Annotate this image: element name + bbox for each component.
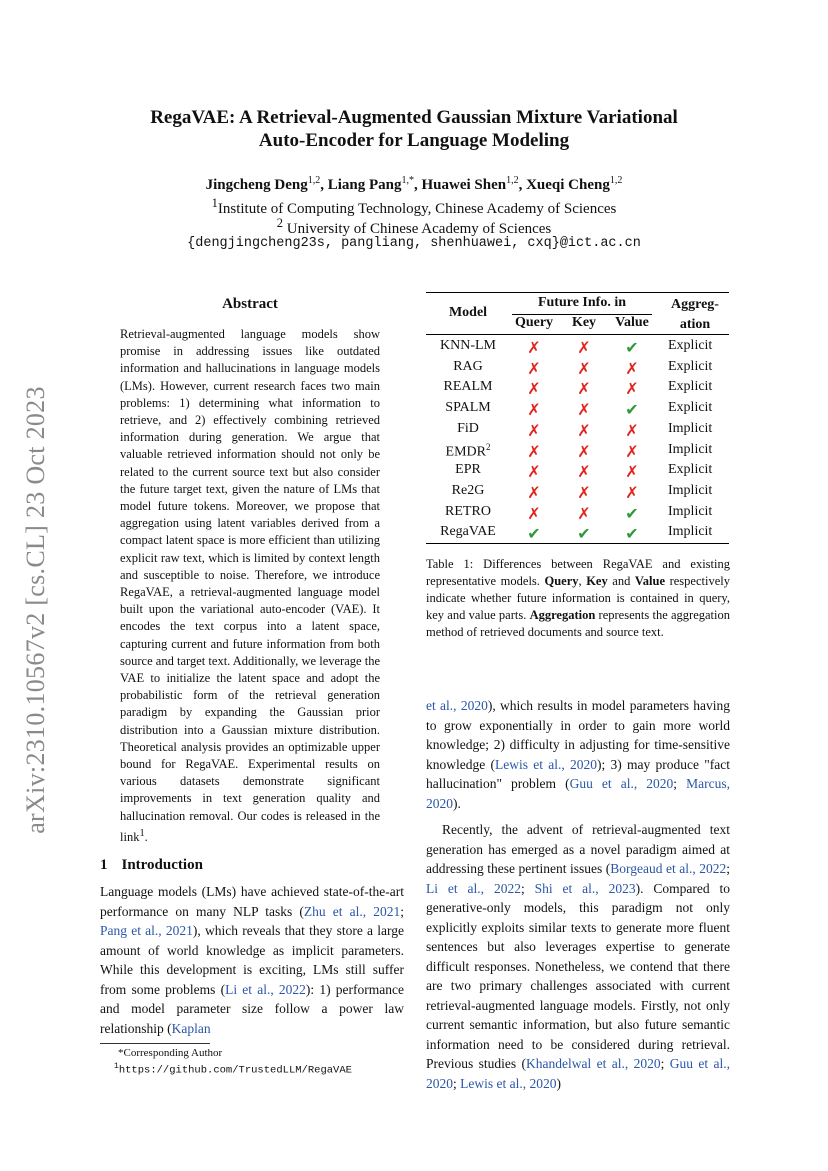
affiliation-mark: 2 xyxy=(276,216,283,230)
check-icon: ✔ xyxy=(625,340,639,357)
model-name: EMDR$^2$ xyxy=(445,441,491,460)
citation-link[interactable]: Khandelwal et al., 2020 xyxy=(526,1056,661,1071)
body-text: ; xyxy=(726,861,730,876)
cross-icon: ✗ xyxy=(625,484,639,502)
caption-text: Table 1: Differences between RegaVAE and existing representative models. xyxy=(426,557,730,588)
citation-link[interactable]: Kaplan xyxy=(171,1020,211,1036)
cross-icon: ✗ xyxy=(527,381,541,399)
arxiv-identifier-text: arXiv:2310.10567v2 [cs.CL] 23 Oct 2023 xyxy=(21,386,50,834)
model-name: FiD xyxy=(457,420,479,436)
model-name: EPR xyxy=(455,462,481,478)
aggregation-type: Implicit xyxy=(668,420,713,436)
cross-icon: ✗ xyxy=(527,402,541,420)
body-text: ) xyxy=(556,1075,561,1091)
affiliation-1 xyxy=(100,196,728,218)
aggregation-type: Implicit xyxy=(668,503,713,519)
check-icon: ✔ xyxy=(625,402,639,420)
table-row xyxy=(426,461,729,482)
table-caption xyxy=(426,556,730,641)
header-bottom-rule xyxy=(426,334,729,335)
table-row xyxy=(426,523,729,544)
citation-link[interactable]: Li et al., 2022 xyxy=(426,880,521,896)
body-paragraph xyxy=(426,820,730,1093)
aggregation-type: Explicit xyxy=(668,338,713,353)
cross-icon: ✗ xyxy=(625,360,639,378)
table-row xyxy=(426,399,729,420)
author-affiliation-mark: 1,2 xyxy=(506,175,519,186)
cross-icon: ✗ xyxy=(625,381,639,399)
table-row xyxy=(426,337,729,358)
cross-icon: ✗ xyxy=(625,443,639,461)
aggregation-type: Explicit xyxy=(668,358,713,374)
header-value: Value xyxy=(615,315,649,330)
cross-icon: ✗ xyxy=(527,484,541,502)
citation-link[interactable]: Lewis et al., 2020 xyxy=(495,756,598,772)
cross-icon: ✗ xyxy=(577,381,591,399)
cross-icon: ✗ xyxy=(625,464,639,482)
table-bottom-rule xyxy=(426,543,729,544)
section-number: 1 xyxy=(100,857,108,873)
cross-icon: ✗ xyxy=(577,505,591,523)
aggregation-type: Implicit xyxy=(668,441,713,457)
model-name: REALM xyxy=(443,379,493,395)
author-separator: , xyxy=(518,177,527,193)
body-text: ). xyxy=(453,795,461,811)
cross-icon: ✗ xyxy=(577,464,591,482)
abstract-text: Retrieval-augmented language models show promise in addressing issues like outdated information and hallucinations in language models (LMs). However, current research faces two main problems: 1) determining what information to retrieve, and 2) effectively combining retrieved information during generation. We argue that valuable retrieved information should not only be related to the current source text but also consider the future target text, given the nature of LMs that model future tokens. Moreover, we propose that aggregation using latent variables derived from a compact latent space is more efficient than utilizing explicit raw text, which is limited by context length and susceptible to noise. Therefore, we introduce RegaVAE, a retrieval-augmented language model built upon the variational auto-encoder (VAE). It encodes the text corpus into a latent space, capturing current and future information from both source and target text. Additionally, we leverage the VAE to initialize the latent space and adopt the probabilistic form of the retrieval generation paradigm by expanding the Gaussian prior distribution into a Gaussian mixture distribution. Theoretical analysis provides an optimizable upper bound for RegaVAE. Experimental results on various datasets demonstrate significant improvements in text generation quality and hallucination removal. Our codes is released in the link xyxy=(120,327,380,845)
citation-link[interactable]: Lewis et al., 2020 xyxy=(460,1075,557,1091)
affiliation-2 xyxy=(100,216,728,238)
citation-link[interactable]: Zhu et al., 2021 xyxy=(303,903,401,919)
comparison-table xyxy=(426,292,729,544)
author-affiliation-mark: 1,* xyxy=(401,175,414,186)
footnote-mark: 1 xyxy=(114,1062,119,1071)
cross-icon: ✗ xyxy=(577,360,591,378)
footnote-mark[interactable]: 1 xyxy=(139,827,145,839)
footnote-url[interactable]: https://github.com/TrustedLLM/RegaVAE xyxy=(118,1064,352,1077)
affiliation-mark: 1 xyxy=(211,196,218,210)
author-emails[interactable]: {dengjingcheng23s, pangliang, shenhuawei, cxq}@ict.ac.cn xyxy=(187,236,641,251)
table-top-rule xyxy=(426,292,729,293)
caption-text: and xyxy=(607,574,635,588)
check-icon: ✔ xyxy=(577,526,591,544)
abstract-heading: Abstract xyxy=(222,296,278,312)
check-icon: ✔ xyxy=(527,526,541,544)
cross-icon: ✗ xyxy=(527,360,541,378)
citation-link[interactable]: Li et al., 2022 xyxy=(225,981,306,997)
cross-icon: ✗ xyxy=(527,464,541,482)
aggregation-type: Implicit xyxy=(668,482,713,498)
citation-link[interactable]: Pang et al., 2021 xyxy=(100,923,193,938)
citation-link[interactable]: Borgeaud et al., 2022 xyxy=(610,861,727,876)
body-text: ), which results in model parameters having to grow exponentially in order to gain more world knowledge; 2) difficulty in adjusting for time-sensitive knowledge ( xyxy=(426,698,730,772)
author-name: Jingcheng Deng xyxy=(205,177,308,193)
author-separator: , xyxy=(413,177,422,193)
cross-icon: ✗ xyxy=(577,443,591,461)
author-name: Huawei Shen xyxy=(421,177,507,193)
model-name: KNN-LM xyxy=(440,338,496,353)
model-name: SPALM xyxy=(445,400,491,416)
body-text: ); 3) may produce "fact hallucination" problem ( xyxy=(426,756,731,791)
column-2-body xyxy=(426,696,730,1100)
cross-icon: ✗ xyxy=(527,443,541,461)
cross-icon: ✗ xyxy=(577,484,591,502)
table-row xyxy=(426,482,729,503)
footnote-corresponding: *Corresponding Author xyxy=(118,1047,223,1059)
citation-link[interactable]: Shi et al., 2023 xyxy=(534,880,636,896)
section-title: Introduction xyxy=(121,857,203,873)
body-text: ; xyxy=(660,1056,670,1071)
table-row xyxy=(426,441,729,462)
model-name: RETRO xyxy=(445,503,491,519)
body-text: ). Compared to generative-only models, this paradigm not only explicitly exploits similar texts to generate more fluent sentences but also leverages expertise to generate difficult responses. Nonetheless, we contend that there are two primary challenges associated with current retrieval-augmented language models. Firstly, not only current semantic information, but also future semantic information need to be considered during retrieval. Previous studies ( xyxy=(426,880,730,1071)
body-text: ): 1) performance and model parameter size follow a power law relationship ( xyxy=(100,981,404,1036)
aggregation-type: Implicit xyxy=(668,524,713,540)
aggregation-type: Explicit xyxy=(668,462,713,478)
paper-title xyxy=(100,106,728,152)
check-icon: ✔ xyxy=(625,526,639,544)
affiliation-text: Institute of Computing Technology, Chinese Academy of Sciences xyxy=(217,201,617,217)
cross-icon: ✗ xyxy=(625,422,639,440)
cross-icon: ✗ xyxy=(527,505,541,523)
bold-term: Value xyxy=(634,574,666,588)
author-affiliation-mark: 1,2 xyxy=(307,175,321,186)
cross-icon: ✗ xyxy=(577,340,591,357)
body-text: ; xyxy=(400,903,404,919)
author-separator: , xyxy=(320,177,328,193)
table-row xyxy=(426,420,729,441)
author-affiliation-mark: 1,2 xyxy=(609,175,623,186)
bold-term: Aggregation xyxy=(529,608,596,622)
header-aggregation xyxy=(662,295,728,335)
title-line-1: RegaVAE: A Retrieval-Augmented Gaussian Mixture Variational xyxy=(150,107,678,128)
citation-link[interactable]: Guu et al., 2020 xyxy=(426,1056,730,1091)
caption-text: respectively indicate whether future information is contained in query, key and value parts. xyxy=(426,574,730,622)
intro-paragraph xyxy=(100,882,404,1038)
table-row xyxy=(426,503,729,524)
footnote-divider xyxy=(100,1043,210,1044)
bold-term: Key xyxy=(586,574,608,588)
header-query: Query xyxy=(514,315,554,330)
body-text: ; xyxy=(673,776,687,791)
citation-link[interactable]: Marcus, 2020 xyxy=(426,776,730,811)
bold-term: Query xyxy=(544,574,579,588)
model-name-superscript: 2 xyxy=(485,441,491,452)
arxiv-identifier xyxy=(14,360,58,860)
model-name: RegaVAE xyxy=(440,524,496,540)
caption-text: , xyxy=(578,574,587,588)
table-row xyxy=(426,378,729,399)
table-row xyxy=(426,358,729,379)
cross-icon: ✗ xyxy=(577,422,591,440)
citation-link[interactable]: Guu et al., 2020 xyxy=(569,776,674,791)
header-aggregation-line1: Aggreg- xyxy=(671,297,719,312)
aggregation-type: Explicit xyxy=(668,379,713,395)
footnote-link xyxy=(114,1062,352,1077)
body-text: ; xyxy=(453,1075,461,1091)
author-name: Xueqi Cheng xyxy=(526,177,610,193)
citation-link[interactable]: et al., 2020 xyxy=(426,698,488,713)
body-text: ), which reveals that they store a large amount of world knowledge as implicit parameters. While this development is exciting, LMs still suffer from some problems ( xyxy=(100,923,404,997)
section-heading xyxy=(100,857,203,874)
header-key: Key xyxy=(571,315,597,330)
body-text: Language models (LMs) have achieved state-of-the-art performance on many NLP tasks ( xyxy=(100,884,404,919)
model-name: RAG xyxy=(453,358,483,374)
title-line-2: Auto-Encoder for Language Modeling xyxy=(258,130,570,151)
header-aggregation-line2: ation xyxy=(679,317,711,332)
cross-icon: ✗ xyxy=(527,422,541,440)
cross-icon: ✗ xyxy=(527,340,541,357)
affiliation-text: University of Chinese Academy of Sciences xyxy=(282,221,552,237)
body-text: ; xyxy=(520,880,535,896)
abstract-body: Retrieval-augmented language models show promise in addressing issues like outdated information and hallucinations in language models (LMs). However, current research faces two main problems: 1) determining what information to retrieve, and 2) effectively combining retrieved information during generation. We argue that valuable retrieved information should not only be related to the current source text but also consider the future target text, given the nature of LMs that model future tokens. Moreover, we propose that aggregation using latent variables derived from a compact latent space is more efficient than utilizing explicit raw text, which is limited by context length and susceptible to noise. Therefore, we introduce RegaVAE, a retrieval-augmented language model built upon the variational auto-encoder (VAE). It encodes the text corpus into a latent space, capturing current and future information from both source and target text. Additionally, we leverage the VAE to initialize the latent space and adopt the probabilistic form of the retrieval generation paradigm by expanding the Gaussian prior distribution into a Gaussian mixture distribution. Theoretical analysis provides an optimizable upper bound for RegaVAE. Experimental results on various datasets demonstrate significant improvements in text generation quality and hallucination removal. Our codes is released in the link$^1$. xyxy=(120,327,380,845)
check-icon: ✔ xyxy=(625,505,639,523)
cross-icon: ✗ xyxy=(577,402,591,420)
header-future-info: Future Info. in xyxy=(537,295,627,310)
author-name: Liang Pang xyxy=(327,177,402,193)
aggregation-type: Explicit xyxy=(668,400,713,416)
caption-text: represents the aggregation method of retrieved documents and source text. xyxy=(426,608,730,639)
header-model: Model xyxy=(448,305,488,320)
author-list xyxy=(100,175,728,194)
body-text: Recently, the advent of retrieval-augmented text generation has emerged as a novel paradigm aimed at addressing these pertinent issues ( xyxy=(426,822,730,876)
body-paragraph xyxy=(426,696,730,813)
model-name: Re2G xyxy=(451,482,485,498)
